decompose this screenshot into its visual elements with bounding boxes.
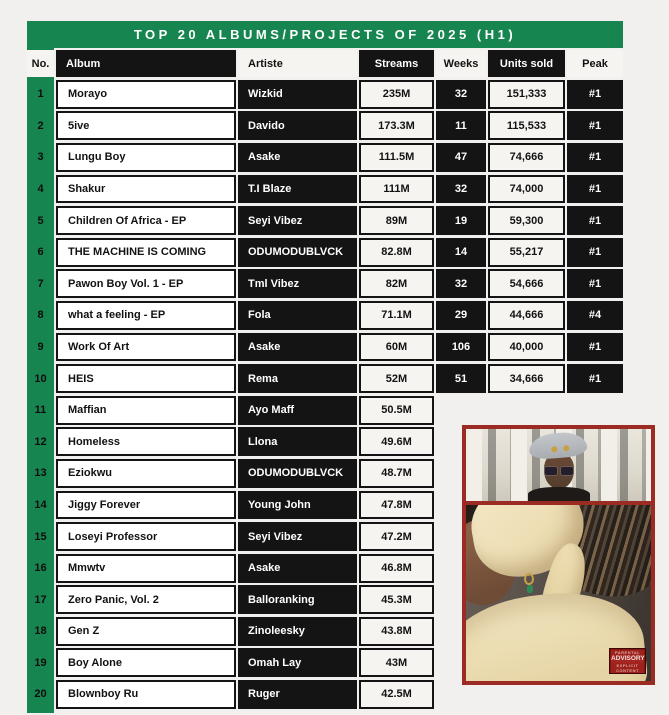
rank-cell: 9 — [37, 340, 44, 353]
rank-cell: 1 — [37, 88, 44, 101]
parental-advisory-badge — [609, 648, 646, 674]
advisory-top-text: PARENTAL — [611, 650, 644, 655]
weeks-cell: 47 — [436, 143, 486, 172]
streams-cell: 43M — [359, 648, 434, 677]
album-cell: Lungu Boy — [56, 143, 236, 172]
rank-cell: 18 — [34, 625, 47, 638]
peak-cell: #1 — [567, 80, 623, 109]
rank-cell: 3 — [37, 151, 44, 164]
streams-cell: 47.2M — [359, 522, 434, 551]
streams-cell: 235M — [359, 80, 434, 109]
units-cell: 151,333 — [488, 80, 565, 109]
peak-cell — [567, 396, 623, 425]
peak-cell: #1 — [567, 206, 623, 235]
album-cell: HEIS — [56, 364, 236, 393]
gold-brooch — [563, 445, 570, 452]
album-cell: Maffian — [56, 396, 236, 425]
sunglass-lens — [560, 466, 574, 476]
rank-cell: 19 — [34, 656, 47, 669]
streams-cell: 52M — [359, 364, 434, 393]
rank-cell: 14 — [34, 498, 47, 511]
rank-cell: 8 — [37, 309, 44, 322]
album-cell: Mmwtv — [56, 554, 236, 583]
artiste-cell: Ruger — [238, 680, 357, 709]
streams-cell: 45.3M — [359, 585, 434, 614]
album-cell: Morayo — [56, 80, 236, 109]
header-streams: Streams — [359, 50, 434, 77]
album-cell: Blownboy Ru — [56, 680, 236, 709]
artiste-cell: Zinoleesky — [238, 617, 357, 646]
album-cell: Boy Alone — [56, 648, 236, 677]
artiste-cell: Balloranking — [238, 585, 357, 614]
chart-title: TOP 20 ALBUMS/PROJECTS OF 2025 (H1) — [27, 21, 623, 48]
album-cell: Gen Z — [56, 617, 236, 646]
album-cell: Zero Panic, Vol. 2 — [56, 585, 236, 614]
streams-cell: 173.3M — [359, 111, 434, 140]
gold-earring — [524, 573, 534, 585]
header-weeks: Weeks — [436, 50, 486, 77]
units-cell: 74,666 — [488, 143, 565, 172]
weeks-cell: 32 — [436, 80, 486, 109]
artiste-cell: Seyi Vibez — [238, 206, 357, 235]
album-cell: what a feeling - EP — [56, 301, 236, 330]
peak-cell: #1 — [567, 175, 623, 204]
album-cell: THE MACHINE IS COMING — [56, 238, 236, 267]
artiste-cell: Llona — [238, 427, 357, 456]
green-bead — [527, 585, 533, 593]
advisory-bottom-text: EXPLICIT CONTENT — [611, 663, 644, 673]
streams-cell: 42.5M — [359, 680, 434, 709]
artiste-cell: Asake — [238, 333, 357, 362]
weeks-cell — [436, 396, 486, 425]
streams-cell: 43.8M — [359, 617, 434, 646]
sunglass-lens — [544, 466, 558, 476]
rank-cell: 7 — [37, 277, 44, 290]
units-cell: 55,217 — [488, 238, 565, 267]
streams-cell: 48.7M — [359, 459, 434, 488]
peak-cell: #4 — [567, 301, 623, 330]
header-no: No. — [27, 50, 54, 77]
peak-cell: #1 — [567, 143, 623, 172]
streams-cell: 60M — [359, 333, 434, 362]
peak-cell: #1 — [567, 333, 623, 362]
weeks-cell: 11 — [436, 111, 486, 140]
weeks-cell: 51 — [436, 364, 486, 393]
sunglasses — [543, 466, 575, 476]
peak-cell: #1 — [567, 111, 623, 140]
weeks-cell: 32 — [436, 175, 486, 204]
streams-cell: 111.5M — [359, 143, 434, 172]
peak-cell: #1 — [567, 269, 623, 298]
rank-cell: 20 — [34, 688, 47, 701]
artiste-cell: Tml Vibez — [238, 269, 357, 298]
artiste-cell: Asake — [238, 554, 357, 583]
rank-cell: 6 — [37, 246, 44, 259]
streams-cell: 82.8M — [359, 238, 434, 267]
units-cell: 44,666 — [488, 301, 565, 330]
artiste-cell: Wizkid — [238, 80, 357, 109]
album-cell: Work Of Art — [56, 333, 236, 362]
streams-cell: 71.1M — [359, 301, 434, 330]
album-cell: Shakur — [56, 175, 236, 204]
artiste-cell: Asake — [238, 143, 357, 172]
rank-cell: 16 — [34, 562, 47, 575]
artiste-cell: ODUMODUBLVCK — [238, 459, 357, 488]
units-cell: 59,300 — [488, 206, 565, 235]
units-cell: 54,666 — [488, 269, 565, 298]
rank-cell: 5 — [37, 214, 44, 227]
rank-cell: 13 — [34, 467, 47, 480]
rank-cell: 4 — [37, 182, 44, 195]
weeks-cell: 106 — [436, 333, 486, 362]
header-artiste: Artiste — [238, 50, 357, 77]
streams-cell: 49.6M — [359, 427, 434, 456]
streams-cell: 46.8M — [359, 554, 434, 583]
advisory-main-text: ADVISORY — [611, 655, 645, 662]
artiste-cell: Seyi Vibez — [238, 522, 357, 551]
album-cover-art — [466, 505, 651, 681]
header-units-sold: Units sold — [488, 50, 565, 77]
artist-torso — [528, 487, 590, 501]
weeks-cell: 14 — [436, 238, 486, 267]
streams-cell: 82M — [359, 269, 434, 298]
rank-cell: 11 — [34, 404, 47, 417]
weeks-cell: 19 — [436, 206, 486, 235]
header-peak: Peak — [567, 50, 623, 77]
artiste-cell: Young John — [238, 491, 357, 520]
album-cell: Eziokwu — [56, 459, 236, 488]
weeks-cell: 32 — [436, 269, 486, 298]
streams-cell: 89M — [359, 206, 434, 235]
streams-cell: 50.5M — [359, 396, 434, 425]
artiste-cell: Davido — [238, 111, 357, 140]
album-cell: Loseyi Professor — [56, 522, 236, 551]
peak-cell: #1 — [567, 238, 623, 267]
streams-cell: 111M — [359, 175, 434, 204]
rank-cell: 12 — [34, 435, 47, 448]
units-cell: 115,533 — [488, 111, 565, 140]
units-cell: 34,666 — [488, 364, 565, 393]
gold-brooch — [551, 446, 558, 453]
artist-photo — [466, 429, 651, 501]
artiste-cell: Omah Lay — [238, 648, 357, 677]
units-cell: 74,000 — [488, 175, 565, 204]
rank-cell: 17 — [34, 593, 47, 606]
peak-cell: #1 — [567, 364, 623, 393]
artiste-cell: ODUMODUBLVCK — [238, 238, 357, 267]
units-cell: 40,000 — [488, 333, 565, 362]
album-cell: Pawon Boy Vol. 1 - EP — [56, 269, 236, 298]
header-album: Album — [56, 50, 236, 77]
artiste-cell: Rema — [238, 364, 357, 393]
album-cell: Homeless — [56, 427, 236, 456]
album-cell: Jiggy Forever — [56, 491, 236, 520]
units-cell — [488, 396, 565, 425]
rank-cell: 10 — [34, 372, 47, 385]
album-cell: Children Of Africa - EP — [56, 206, 236, 235]
streams-cell: 47.8M — [359, 491, 434, 520]
album-cell: 5ive — [56, 111, 236, 140]
photo-frame — [462, 425, 655, 685]
artiste-cell: Fola — [238, 301, 357, 330]
weeks-cell: 29 — [436, 301, 486, 330]
artiste-cell: T.I Blaze — [238, 175, 357, 204]
artiste-cell: Ayo Maff — [238, 396, 357, 425]
rank-cell: 15 — [34, 530, 47, 543]
rank-cell: 2 — [37, 119, 44, 132]
